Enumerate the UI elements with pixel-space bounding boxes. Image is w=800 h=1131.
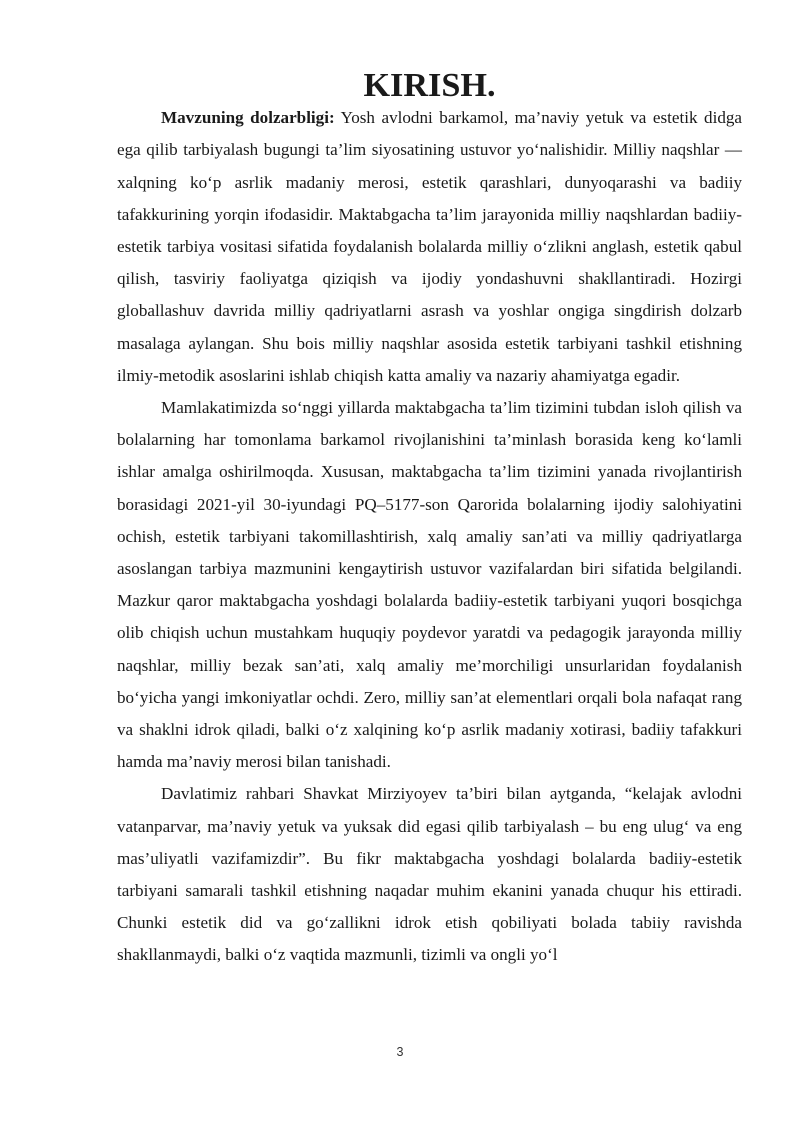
paragraph-reforms <box>117 392 742 778</box>
paragraph-relevance <box>117 102 742 392</box>
section-title: KIRISH. <box>363 67 496 104</box>
paragraph-lead: Mavzuning dolzarbligi: <box>161 108 335 128</box>
page-number: 3 <box>396 1045 404 1059</box>
paragraph-text: Yosh avlodni barkamol, ma’naviy yetuk va estetik didga ega qilib tarbiyalash bugungi ta’lim siyosatining ustuvor yo‘nalishidir. Milliy naqshlar — xalqning ko‘p asrlik madaniy merosi, estetik qarashlari, dunyoqarashi va badiiy tafakkurining yorqin ifodasidir. Maktabgacha ta’lim jarayonida milliy naqshlardan badiiy-estetik tarbiya vositasi sifatida foydalanish bolalarda milliy o‘zlikni anglash, estetik qabul qilish, tasviriy faoliyatga qiziqish va ijodiy yondashuvni shakllantiradi. Hozirgi globallashuv davrida milliy qadriyatlarni asrash va yoshlar ongiga singdirish dolzarb masalaga aylangan. Shu bois milliy naqshlar asosida estetik tarbiyani tashkil etishning ilmiy-metodik asoslarini ishlab chiqish katta amaliy va nazariy ahamiyatga egadir. <box>117 108 743 385</box>
paragraph-text: Mamlakatimizda so‘nggi yillarda maktabgacha ta’lim tizimini tubdan isloh qilish va bolalarning har tomonlama barkamol rivojlanishini ta’minlash borasida keng ko‘lamli ishlar amalga oshirilmoqda. Xususan, maktabgacha ta’lim tizimini yanada rivojlantirish borasidagi 2021-yil 30-iyundagi PQ–5177-son Qarorida bolalarning ijodiy salohiyatini ochish, estetik tarbiyani takomillashtirish, xalq amaliy san’ati va milliy qadriyatlarga asoslangan tarbiya mazmunini kengaytirish ustuvor vazifalardan biri sifatida belgilandi. Mazkur qaror maktabgacha yoshdagi bolalarda badiiy-estetik tarbiyani yuqori bosqichga olib chiqish uchun mustahkam huquqiy poydevor yaratdi va pedagogik jarayonda milliy naqshlar, milliy bezak san’ati, xalq amaliy me’morchiligi unsurlaridan foydalanish bo‘yicha yangi imkoniyatlar ochdi. Zero, milliy san’at elementlari orqali bola nafaqat rang va shaklni idrok qiladi, balki o‘z xalqining ko‘p asrlik madaniy xotirasi, badiiy tafakkuri hamda ma’naviy merosi bilan tanishadi. <box>117 398 742 772</box>
document-page <box>117 67 743 972</box>
paragraph-text: Davlatimiz rahbari Shavkat Mirziyoyev ta’biri bilan aytganda, “kelajak avlodni vatanparvar, ma’naviy yetuk va yuksak did egasi qilib tarbiyalash – bu eng ulug‘ va eng mas’uliyatli vazifamizdir”. Bu fikr maktabgacha yoshdagi bolalarda badiiy-estetik tarbiyani samarali tashkil etishning naqadar muhim ekanini yanada chuqur his ettiradi. Chunki estetik did va go‘zallikni idrok etish qobiliyati bolada tabiiy ravishda shakllanmaydi, balki o‘z vaqtida mazmunli, tizimli va ongli yo‘l <box>117 784 742 965</box>
paragraph-president-quote <box>117 778 742 971</box>
